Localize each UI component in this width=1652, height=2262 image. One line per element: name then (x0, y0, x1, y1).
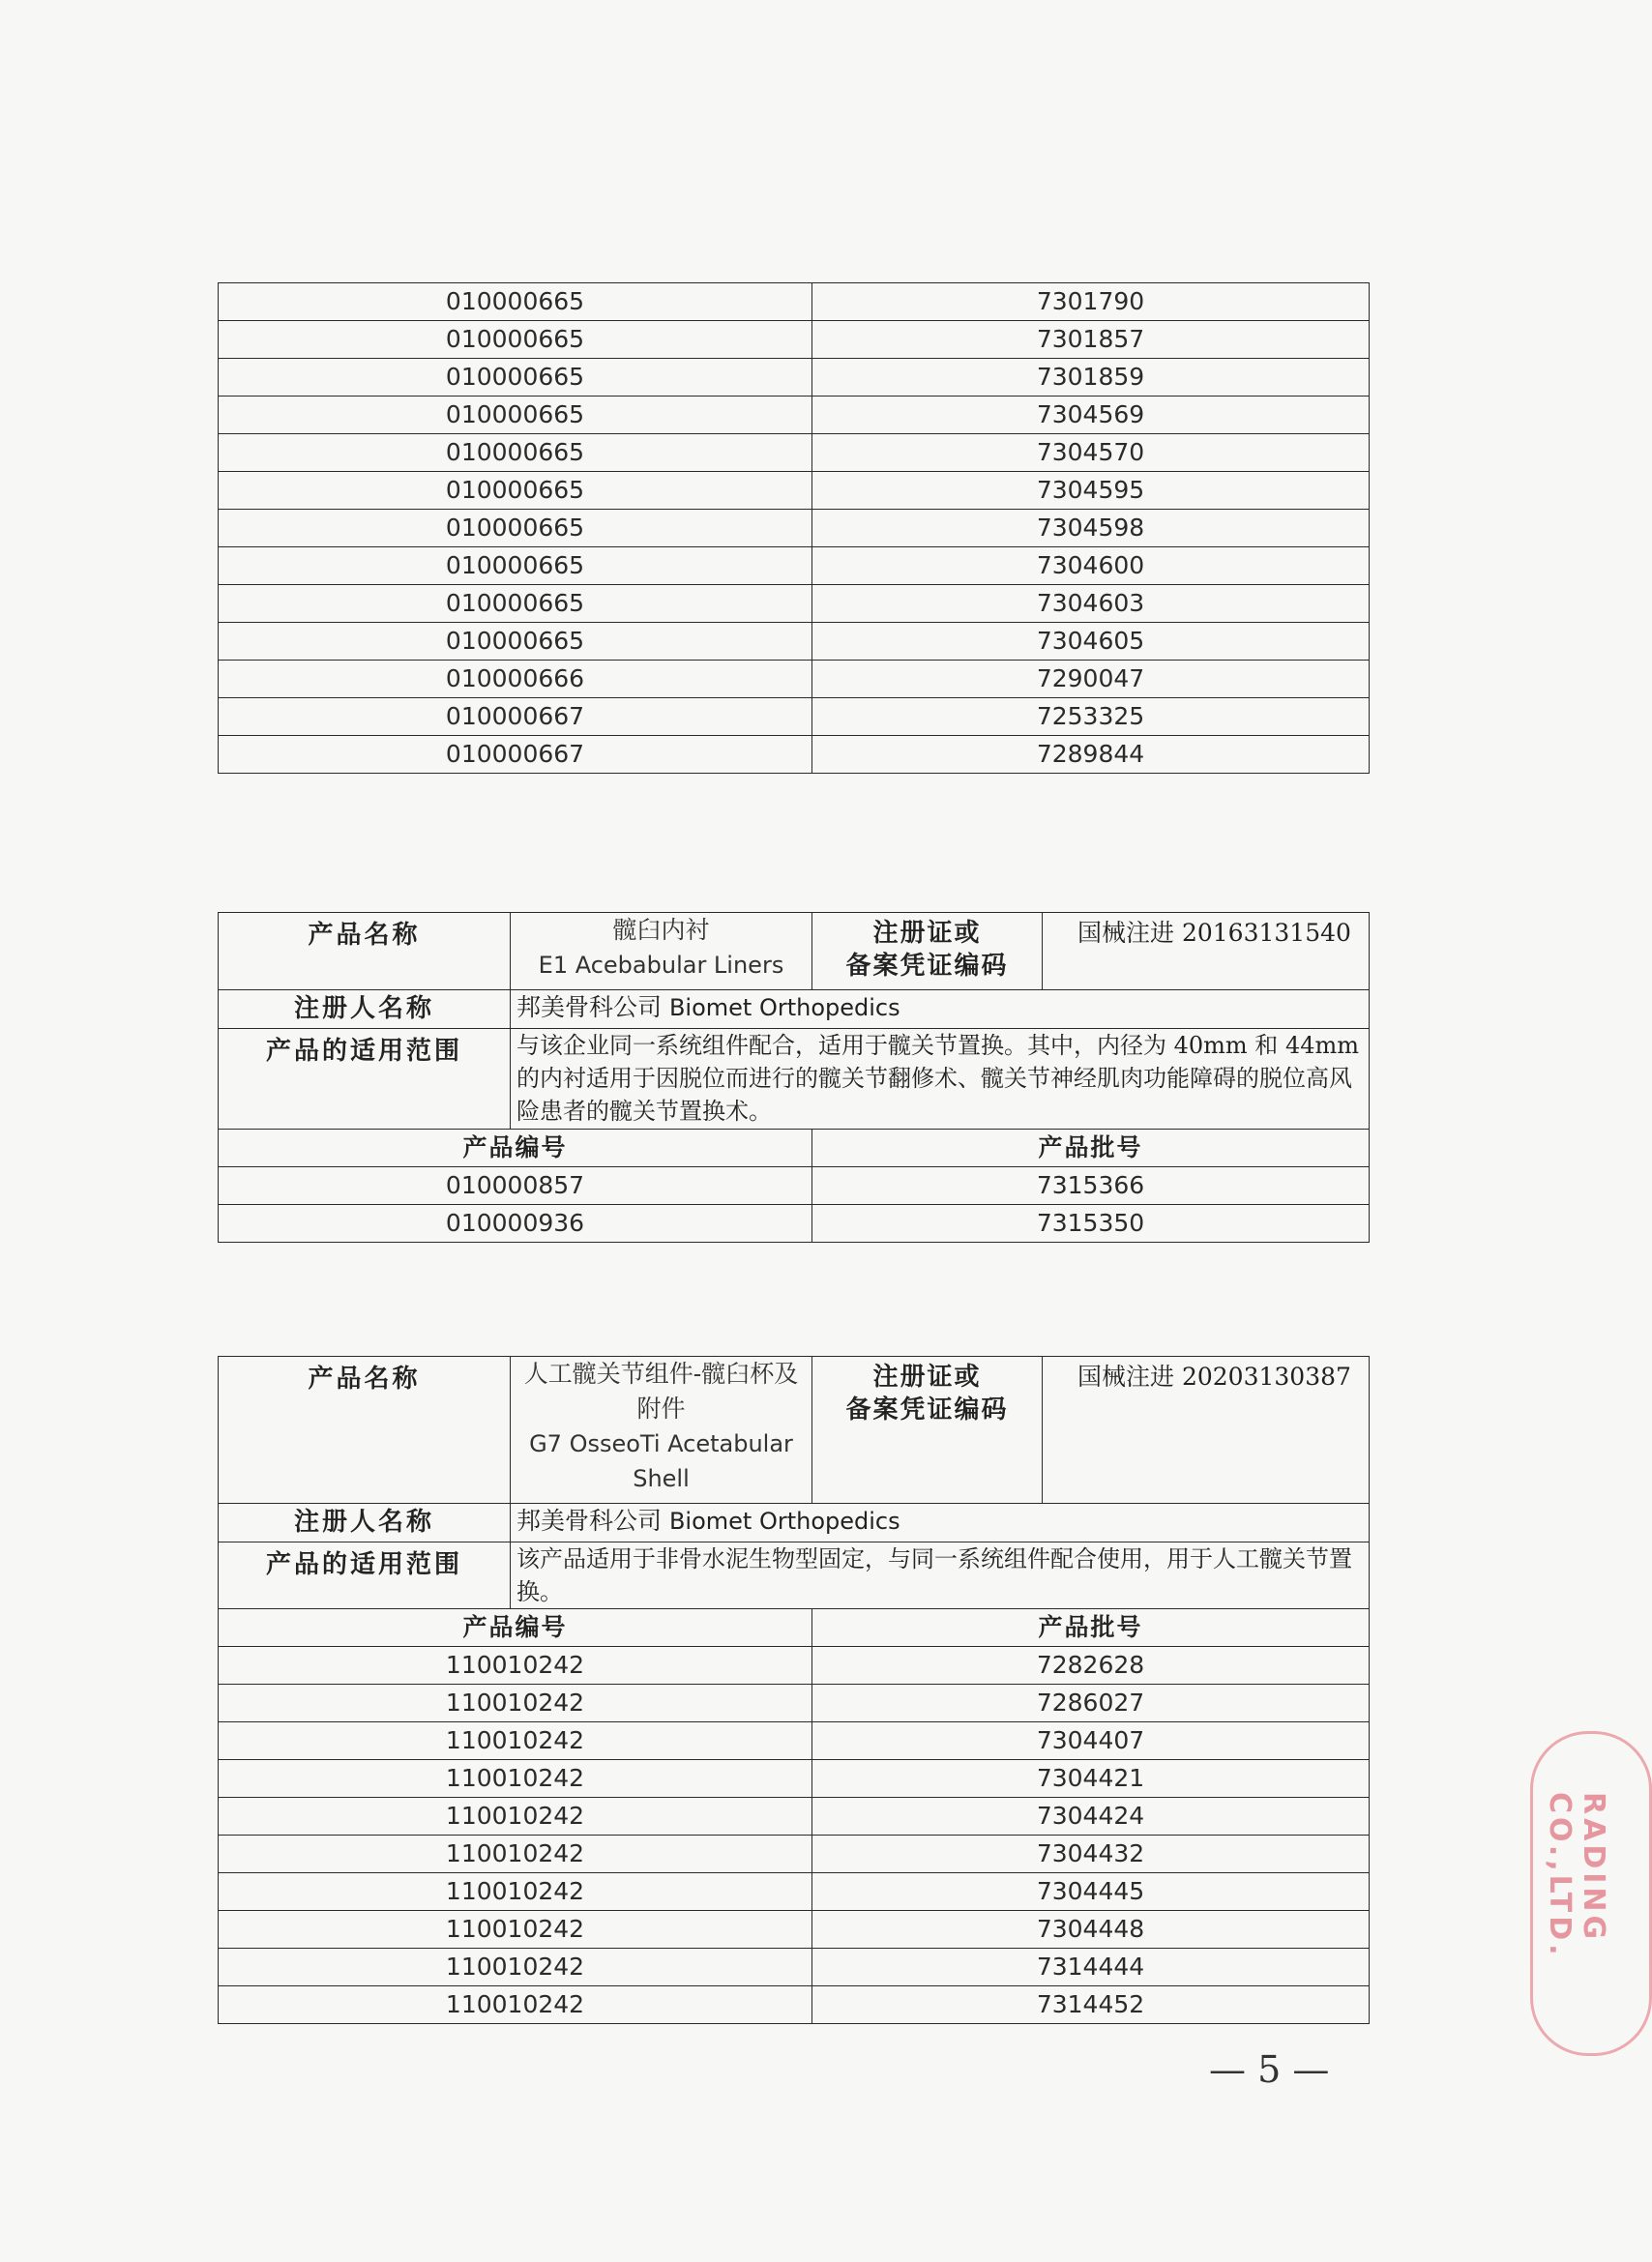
table-row (219, 359, 1370, 397)
batch-number-cell: 7290047 (812, 661, 1370, 698)
batch-number-cell: 7304595 (812, 472, 1370, 510)
table-row (219, 510, 1370, 547)
cert-label-cell (812, 913, 1043, 990)
product-number-cell: 110010242 (219, 1647, 812, 1685)
cert-label-line1: 注册证或 (872, 919, 982, 948)
table-row (219, 547, 1370, 585)
batch-number-cell: 7304445 (812, 1873, 1370, 1911)
scope-label: 产品的适用范围 (219, 1542, 511, 1609)
product-name-cell (511, 1357, 812, 1504)
product-name-label: 产品名称 (219, 913, 511, 990)
col-header-batch-no: 产品批号 (812, 1609, 1370, 1647)
batch-number-cell: 7304569 (812, 397, 1370, 434)
batch-number-cell: 7304598 (812, 510, 1370, 547)
batch-number-cell: 7301859 (812, 359, 1370, 397)
registrant-value (511, 1504, 1370, 1542)
product-number-cell: 110010242 (219, 1836, 812, 1873)
product-number-cell: 110010242 (219, 1873, 812, 1911)
page-number: — 5 — (1209, 2048, 1330, 2091)
col-header-product-no: 产品编号 (219, 1609, 812, 1647)
cert-label-cell (812, 1357, 1043, 1504)
batch-number-cell: 7301857 (812, 321, 1370, 359)
batch-number-cell: 7304600 (812, 547, 1370, 585)
batch-number-cell: 7304407 (812, 1722, 1370, 1760)
table-row (219, 1167, 1370, 1205)
batch-number-cell: 7286027 (812, 1685, 1370, 1722)
product-table-2 (218, 912, 1370, 1243)
registrant-value (511, 990, 1370, 1029)
table-row (219, 472, 1370, 510)
product-number-cell: 010000665 (219, 321, 812, 359)
col-header-product-no: 产品编号 (219, 1130, 812, 1167)
cert-label-line2: 备案凭证编码 (845, 1395, 1009, 1425)
batch-number-cell: 7253325 (812, 698, 1370, 736)
product-number-cell: 110010242 (219, 1685, 812, 1722)
product-table-3 (218, 1356, 1370, 2024)
registrant-label: 注册人名称 (219, 990, 511, 1029)
table-row (219, 698, 1370, 736)
registrant-cn: 邦美骨科公司 (516, 993, 663, 1021)
table-row (219, 1685, 1370, 1722)
company-seal-stamp (1530, 1731, 1652, 2056)
table-row (219, 283, 1370, 321)
batch-number-cell: 7315350 (812, 1205, 1370, 1243)
batch-number-cell: 7282628 (812, 1647, 1370, 1685)
table-row (219, 1647, 1370, 1685)
product-number-cell: 110010242 (219, 1949, 812, 1986)
product-name-en: E1 Acebabular Liners (538, 952, 784, 979)
product-name-cn: 人工髋关节组件-髋臼杯及附件 (523, 1360, 799, 1423)
scope-text: 与该企业同一系统组件配合，适用于髋关节置换。其中，内径为 40mm 和 44mm 的内衬适用于因脱位而进行的髋关节翻修术、髋关节神经肌肉功能障碍的脱位高风险患者的髋关节置换术。 (511, 1029, 1370, 1130)
product-number-cell: 010000665 (219, 547, 812, 585)
table-row (219, 397, 1370, 434)
batch-number-cell: 7289844 (812, 736, 1370, 774)
table-row (219, 1798, 1370, 1836)
scope-text: 该产品适用于非骨水泥生物型固定，与同一系统组件配合使用，用于人工髋关节置换。 (511, 1542, 1370, 1609)
table-row (219, 321, 1370, 359)
table-row (219, 1722, 1370, 1760)
batch-number-cell: 7304432 (812, 1836, 1370, 1873)
table-row (219, 1760, 1370, 1798)
stamp-text: RADING CO.,LTD. (1543, 1792, 1610, 1959)
cert-value: 国械注进 20203130387 (1043, 1357, 1370, 1504)
cert-value: 国械注进 20163131540 (1043, 913, 1370, 990)
product-number-cell: 110010242 (219, 1722, 812, 1760)
batch-number-cell: 7304605 (812, 623, 1370, 661)
product-name-label: 产品名称 (219, 1357, 511, 1504)
batch-number-cell: 7304421 (812, 1760, 1370, 1798)
product-number-cell: 010000665 (219, 585, 812, 623)
product-number-cell: 010000666 (219, 661, 812, 698)
product-number-cell: 110010242 (219, 1760, 812, 1798)
scope-label: 产品的适用范围 (219, 1029, 511, 1130)
batch-number-cell: 7301790 (812, 283, 1370, 321)
product-number-cell: 010000665 (219, 397, 812, 434)
batch-table-1 (218, 282, 1370, 774)
product-number-cell: 010000857 (219, 1167, 812, 1205)
cert-label-line1: 注册证或 (872, 1363, 982, 1392)
registrant-cn: 邦美骨科公司 (516, 1507, 663, 1535)
product-number-cell: 010000936 (219, 1205, 812, 1243)
batch-number-cell: 7314444 (812, 1949, 1370, 1986)
product-number-cell: 010000665 (219, 472, 812, 510)
batch-number-cell: 7304570 (812, 434, 1370, 472)
table-row (219, 1873, 1370, 1911)
batch-number-cell: 7315366 (812, 1167, 1370, 1205)
table-row (219, 661, 1370, 698)
product-number-cell: 110010242 (219, 1911, 812, 1949)
table-row (219, 1836, 1370, 1873)
table-row (219, 1949, 1370, 1986)
registrant-en: Biomet Orthopedics (668, 994, 900, 1021)
table-row (219, 585, 1370, 623)
product-name-cell (511, 913, 812, 990)
table-row (219, 1911, 1370, 1949)
registrant-en: Biomet Orthopedics (668, 1508, 900, 1535)
product-number-cell: 010000665 (219, 434, 812, 472)
product-number-cell: 110010242 (219, 1986, 812, 2024)
col-header-batch-no: 产品批号 (812, 1130, 1370, 1167)
table-row (219, 736, 1370, 774)
product-number-cell: 010000665 (219, 359, 812, 397)
product-name-en: G7 OsseoTi Acetabular Shell (529, 1430, 793, 1492)
batch-table-2-body (219, 1167, 1370, 1243)
product-number-cell: 010000667 (219, 698, 812, 736)
registrant-label: 注册人名称 (219, 1504, 511, 1542)
table-row (219, 434, 1370, 472)
product-number-cell: 010000665 (219, 283, 812, 321)
batch-number-cell: 7304448 (812, 1911, 1370, 1949)
batch-table-3-body (219, 1647, 1370, 2024)
product-name-cn: 髋臼内衬 (612, 916, 710, 944)
product-number-cell: 010000667 (219, 736, 812, 774)
batch-number-cell: 7304603 (812, 585, 1370, 623)
product-number-cell: 010000665 (219, 510, 812, 547)
batch-number-cell: 7304424 (812, 1798, 1370, 1836)
batch-number-cell: 7314452 (812, 1986, 1370, 2024)
product-number-cell: 110010242 (219, 1798, 812, 1836)
table-row (219, 1986, 1370, 2024)
table-row (219, 623, 1370, 661)
table-row (219, 1205, 1370, 1243)
product-number-cell: 010000665 (219, 623, 812, 661)
batch-table-1-body (219, 283, 1370, 774)
cert-label-line2: 备案凭证编码 (845, 952, 1009, 981)
